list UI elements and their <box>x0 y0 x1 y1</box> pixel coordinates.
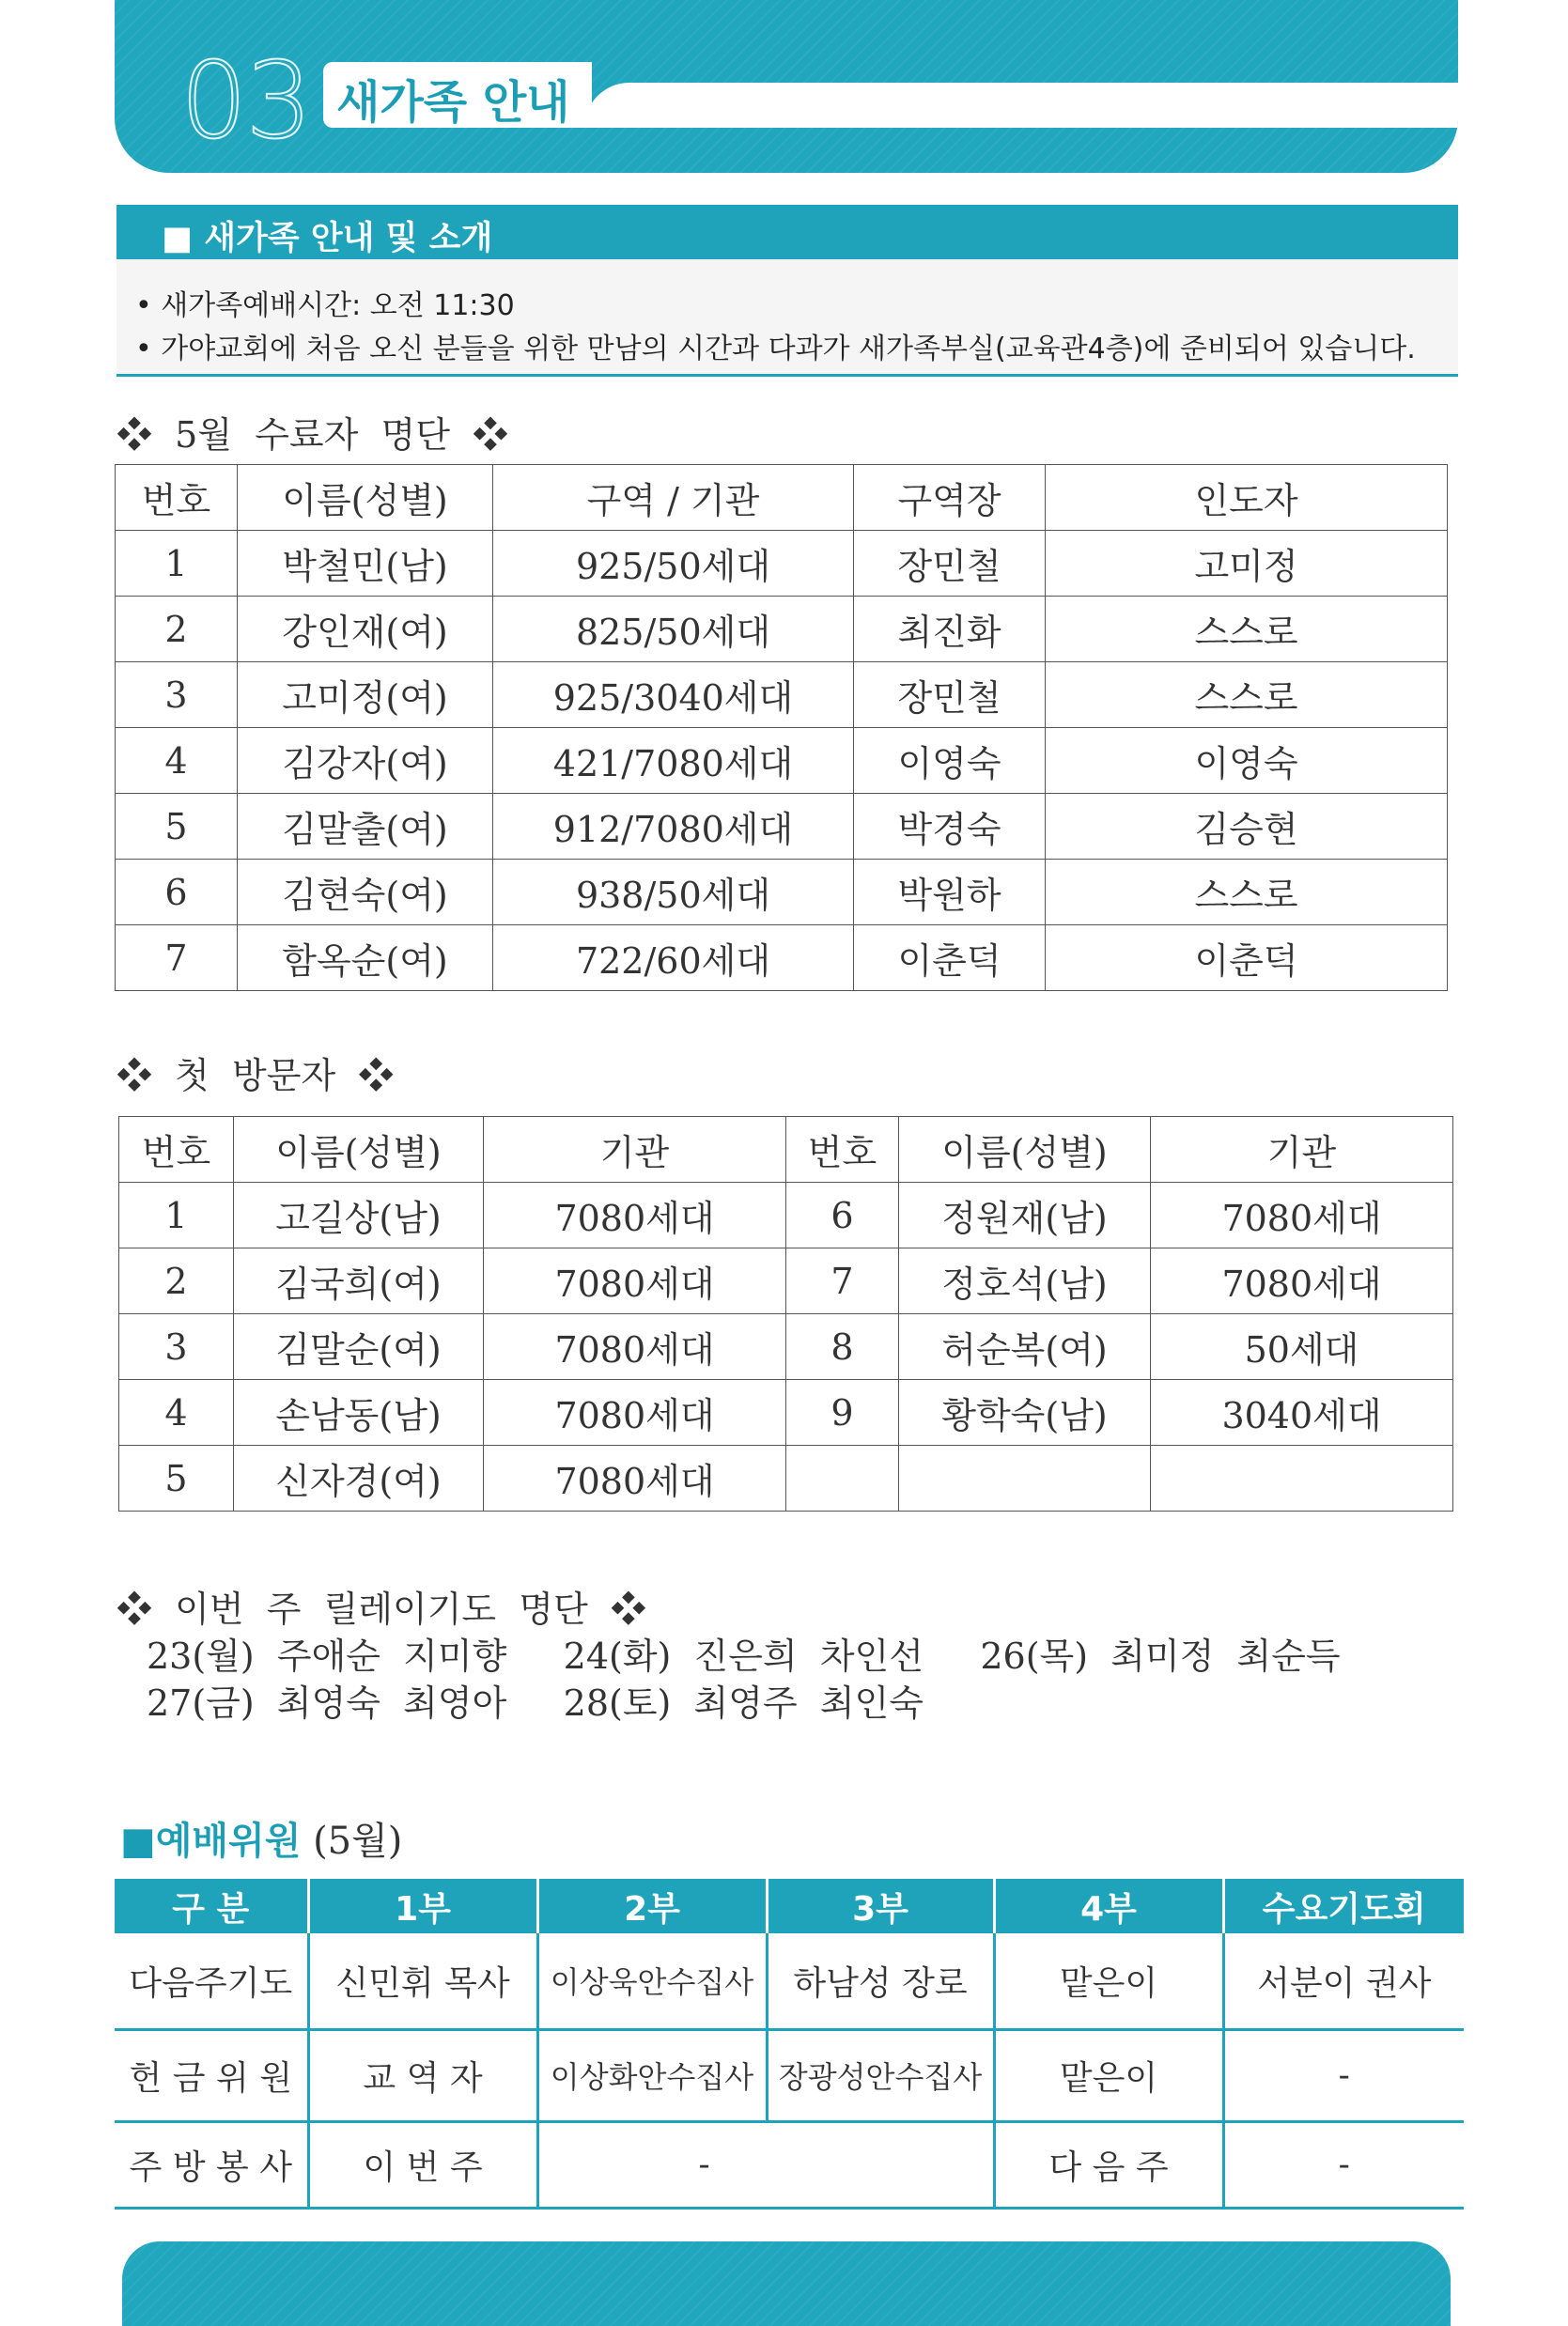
table-cell: 최진화 <box>854 597 1046 662</box>
table-row <box>116 662 1448 728</box>
table-cell: 장민철 <box>854 531 1046 597</box>
completers-table <box>115 464 1448 991</box>
table-cell: 7080세대 <box>484 1446 786 1512</box>
table-cell <box>899 1446 1151 1512</box>
header-cell: 구 분 <box>115 1879 308 1933</box>
column-header: 기관 <box>484 1117 786 1183</box>
table-cell: 손남동(남) <box>234 1380 484 1446</box>
table-cell: 김강자(여) <box>238 728 493 794</box>
table-cell: 정호석(남) <box>899 1248 1151 1314</box>
table-cell: 이상욱안수집사 <box>537 1933 767 2029</box>
section-number: 03 <box>180 40 311 163</box>
table-cell: 이영숙 <box>854 728 1046 794</box>
table-cell: 김현숙(여) <box>238 860 493 925</box>
table-row <box>119 1248 1453 1314</box>
table-cell: 김말순(여) <box>234 1314 484 1380</box>
table-cell: 5 <box>116 794 238 860</box>
table-row <box>116 597 1448 662</box>
visitors-title: ❖ 첫 방문자 ❖ <box>116 1055 395 1096</box>
table-cell: 고미정 <box>1046 531 1448 597</box>
table-cell: 장광성안수집사 <box>767 2029 994 2121</box>
table-cell: 맡은이 <box>994 1933 1223 2029</box>
column-header: 번호 <box>116 465 238 531</box>
visitors-table <box>118 1116 1453 1512</box>
column-header: 번호 <box>119 1117 234 1183</box>
table-cell: 스스로 <box>1046 597 1448 662</box>
header-cell: 2부 <box>537 1879 767 1933</box>
column-header: 구역장 <box>854 465 1046 531</box>
table-cell: 김국희(여) <box>234 1248 484 1314</box>
table-cell: 1 <box>116 531 238 597</box>
table-cell: 신민휘 목사 <box>308 1933 537 2029</box>
table-cell: - <box>537 2121 994 2208</box>
table-cell: 7 <box>786 1248 899 1314</box>
table-cell: - <box>1223 2121 1464 2208</box>
table-cell: 2 <box>116 597 238 662</box>
table-cell: 9 <box>786 1380 899 1446</box>
section-title-box <box>323 62 592 128</box>
visitors-header <box>119 1117 1453 1183</box>
table-cell: 4 <box>119 1380 234 1446</box>
intro-info-box <box>116 259 1458 377</box>
table-cell: 7080세대 <box>484 1380 786 1446</box>
welcome-text: • 가야교회에 처음 오신 분들을 위한 만남의 시간과 다과가 새가족부실(교육관4층)에 준비되어 있습니다. <box>135 333 1416 365</box>
table-row <box>119 1380 1453 1446</box>
completers-title: ❖ 5월 수료자 명단 ❖ <box>116 414 509 456</box>
table-cell: 7080세대 <box>484 1248 786 1314</box>
table-cell: 7080세대 <box>1151 1248 1453 1314</box>
table-row <box>116 860 1448 925</box>
header-banner <box>115 0 1458 173</box>
table-cell: 5 <box>119 1446 234 1512</box>
table-cell: 이춘덕 <box>1046 925 1448 991</box>
table-cell <box>1151 1446 1453 1512</box>
column-header: 이름(성별) <box>234 1117 484 1183</box>
table-row <box>116 728 1448 794</box>
table-cell: 이상화안수집사 <box>537 2029 767 2121</box>
table-cell: 938/50세대 <box>493 860 854 925</box>
table-cell: 허순복(여) <box>899 1314 1151 1380</box>
table-cell: 3 <box>119 1314 234 1380</box>
table-row <box>116 925 1448 991</box>
table-row <box>119 1446 1453 1512</box>
table-cell: 박원하 <box>854 860 1046 925</box>
worship-title-bold: 예배위원 <box>155 1820 302 1863</box>
completers-header <box>116 465 1448 531</box>
header-cell: 수요기도회 <box>1223 1879 1464 1933</box>
table-cell: 1 <box>119 1183 234 1248</box>
worship-header-row <box>115 1879 1464 1933</box>
table-cell: 맡은이 <box>994 2029 1223 2121</box>
header-cell: 4부 <box>994 1879 1223 1933</box>
table-cell: 황학숙(남) <box>899 1380 1151 1446</box>
column-header: 인도자 <box>1046 465 1448 531</box>
worship-time-text: • 새가족예배시간: 오전 11:30 <box>135 289 515 322</box>
table-cell: 하남성 장로 <box>767 1933 994 2029</box>
worship-row-prayer <box>115 1933 1464 2029</box>
table-cell: 김말출(여) <box>238 794 493 860</box>
table-row <box>116 794 1448 860</box>
table-cell: 다 음 주 <box>994 2121 1223 2208</box>
table-cell: 3 <box>116 662 238 728</box>
table-cell: 박철민(남) <box>238 531 493 597</box>
table-cell: 박경숙 <box>854 794 1046 860</box>
banner-strip <box>584 83 1458 128</box>
column-header: 이름(성별) <box>899 1117 1151 1183</box>
relay-title: ❖ 이번 주 릴레이기도 명단 ❖ <box>116 1589 646 1630</box>
worship-row-kitchen <box>115 2121 1464 2208</box>
table-cell: 다음주기도 <box>115 1933 308 2029</box>
table-cell: 925/3040세대 <box>493 662 854 728</box>
table-cell: - <box>1223 2029 1464 2121</box>
table-cell: 이영숙 <box>1046 728 1448 794</box>
column-header: 구역 / 기관 <box>493 465 854 531</box>
column-header: 기관 <box>1151 1117 1453 1183</box>
table-cell: 주 방 봉 사 <box>115 2121 308 2208</box>
table-cell: 서분이 권사 <box>1223 1933 1464 2029</box>
table-cell: 이춘덕 <box>854 925 1046 991</box>
table-cell: 7080세대 <box>1151 1183 1453 1248</box>
table-cell: 고미정(여) <box>238 662 493 728</box>
table-cell: 김승현 <box>1046 794 1448 860</box>
table-cell: 정원재(남) <box>899 1183 1151 1248</box>
table-cell: 7080세대 <box>484 1183 786 1248</box>
worship-committee-table <box>115 1879 1464 2210</box>
column-header: 번호 <box>786 1117 899 1183</box>
table-cell: 7080세대 <box>484 1314 786 1380</box>
column-header: 이름(성별) <box>238 465 493 531</box>
table-row <box>119 1183 1453 1248</box>
table-cell: 722/60세대 <box>493 925 854 991</box>
worship-title-month: (5월) <box>301 1820 403 1863</box>
table-cell: 고길상(남) <box>234 1183 484 1248</box>
section-title: 새가족 안내 <box>336 76 570 129</box>
table-cell: 7 <box>116 925 238 991</box>
table-cell: 교 역 자 <box>308 2029 537 2121</box>
table-cell: 6 <box>786 1183 899 1248</box>
table-cell: 8 <box>786 1314 899 1380</box>
header-cell: 3부 <box>767 1879 994 1933</box>
table-cell: 6 <box>116 860 238 925</box>
table-cell: 함옥순(여) <box>238 925 493 991</box>
table-cell: 이 번 주 <box>308 2121 537 2208</box>
table-cell: 4 <box>116 728 238 794</box>
worship-committee-title <box>120 1811 402 1865</box>
table-cell: 신자경(여) <box>234 1446 484 1512</box>
worship-row-offering <box>115 2029 1464 2121</box>
intro-heading: ■ 새가족 안내 및 소개 <box>162 220 493 257</box>
table-cell: 스스로 <box>1046 662 1448 728</box>
table-cell: 3040세대 <box>1151 1380 1453 1446</box>
table-cell: 스스로 <box>1046 860 1448 925</box>
table-cell: 925/50세대 <box>493 531 854 597</box>
table-row <box>116 531 1448 597</box>
table-cell: 장민철 <box>854 662 1046 728</box>
header-cell: 1부 <box>308 1879 537 1933</box>
table-cell: 912/7080세대 <box>493 794 854 860</box>
table-cell: 강인재(여) <box>238 597 493 662</box>
table-cell <box>786 1446 899 1512</box>
footer-banner <box>122 2241 1451 2326</box>
square-bullet: ■ <box>120 1820 156 1863</box>
table-cell: 2 <box>119 1248 234 1314</box>
relay-line-1: 23(월) 주애순 지미향 24(화) 진은희 차인선 26(목) 최미정 최순득 <box>147 1636 1341 1677</box>
table-cell: 헌 금 위 원 <box>115 2029 308 2121</box>
table-cell: 421/7080세대 <box>493 728 854 794</box>
table-row <box>119 1314 1453 1380</box>
table-cell: 50세대 <box>1151 1314 1453 1380</box>
table-cell: 825/50세대 <box>493 597 854 662</box>
relay-line-2: 27(금) 최영숙 최영아 28(토) 최영주 최인숙 <box>147 1682 924 1724</box>
intro-heading-bar <box>116 205 1458 259</box>
